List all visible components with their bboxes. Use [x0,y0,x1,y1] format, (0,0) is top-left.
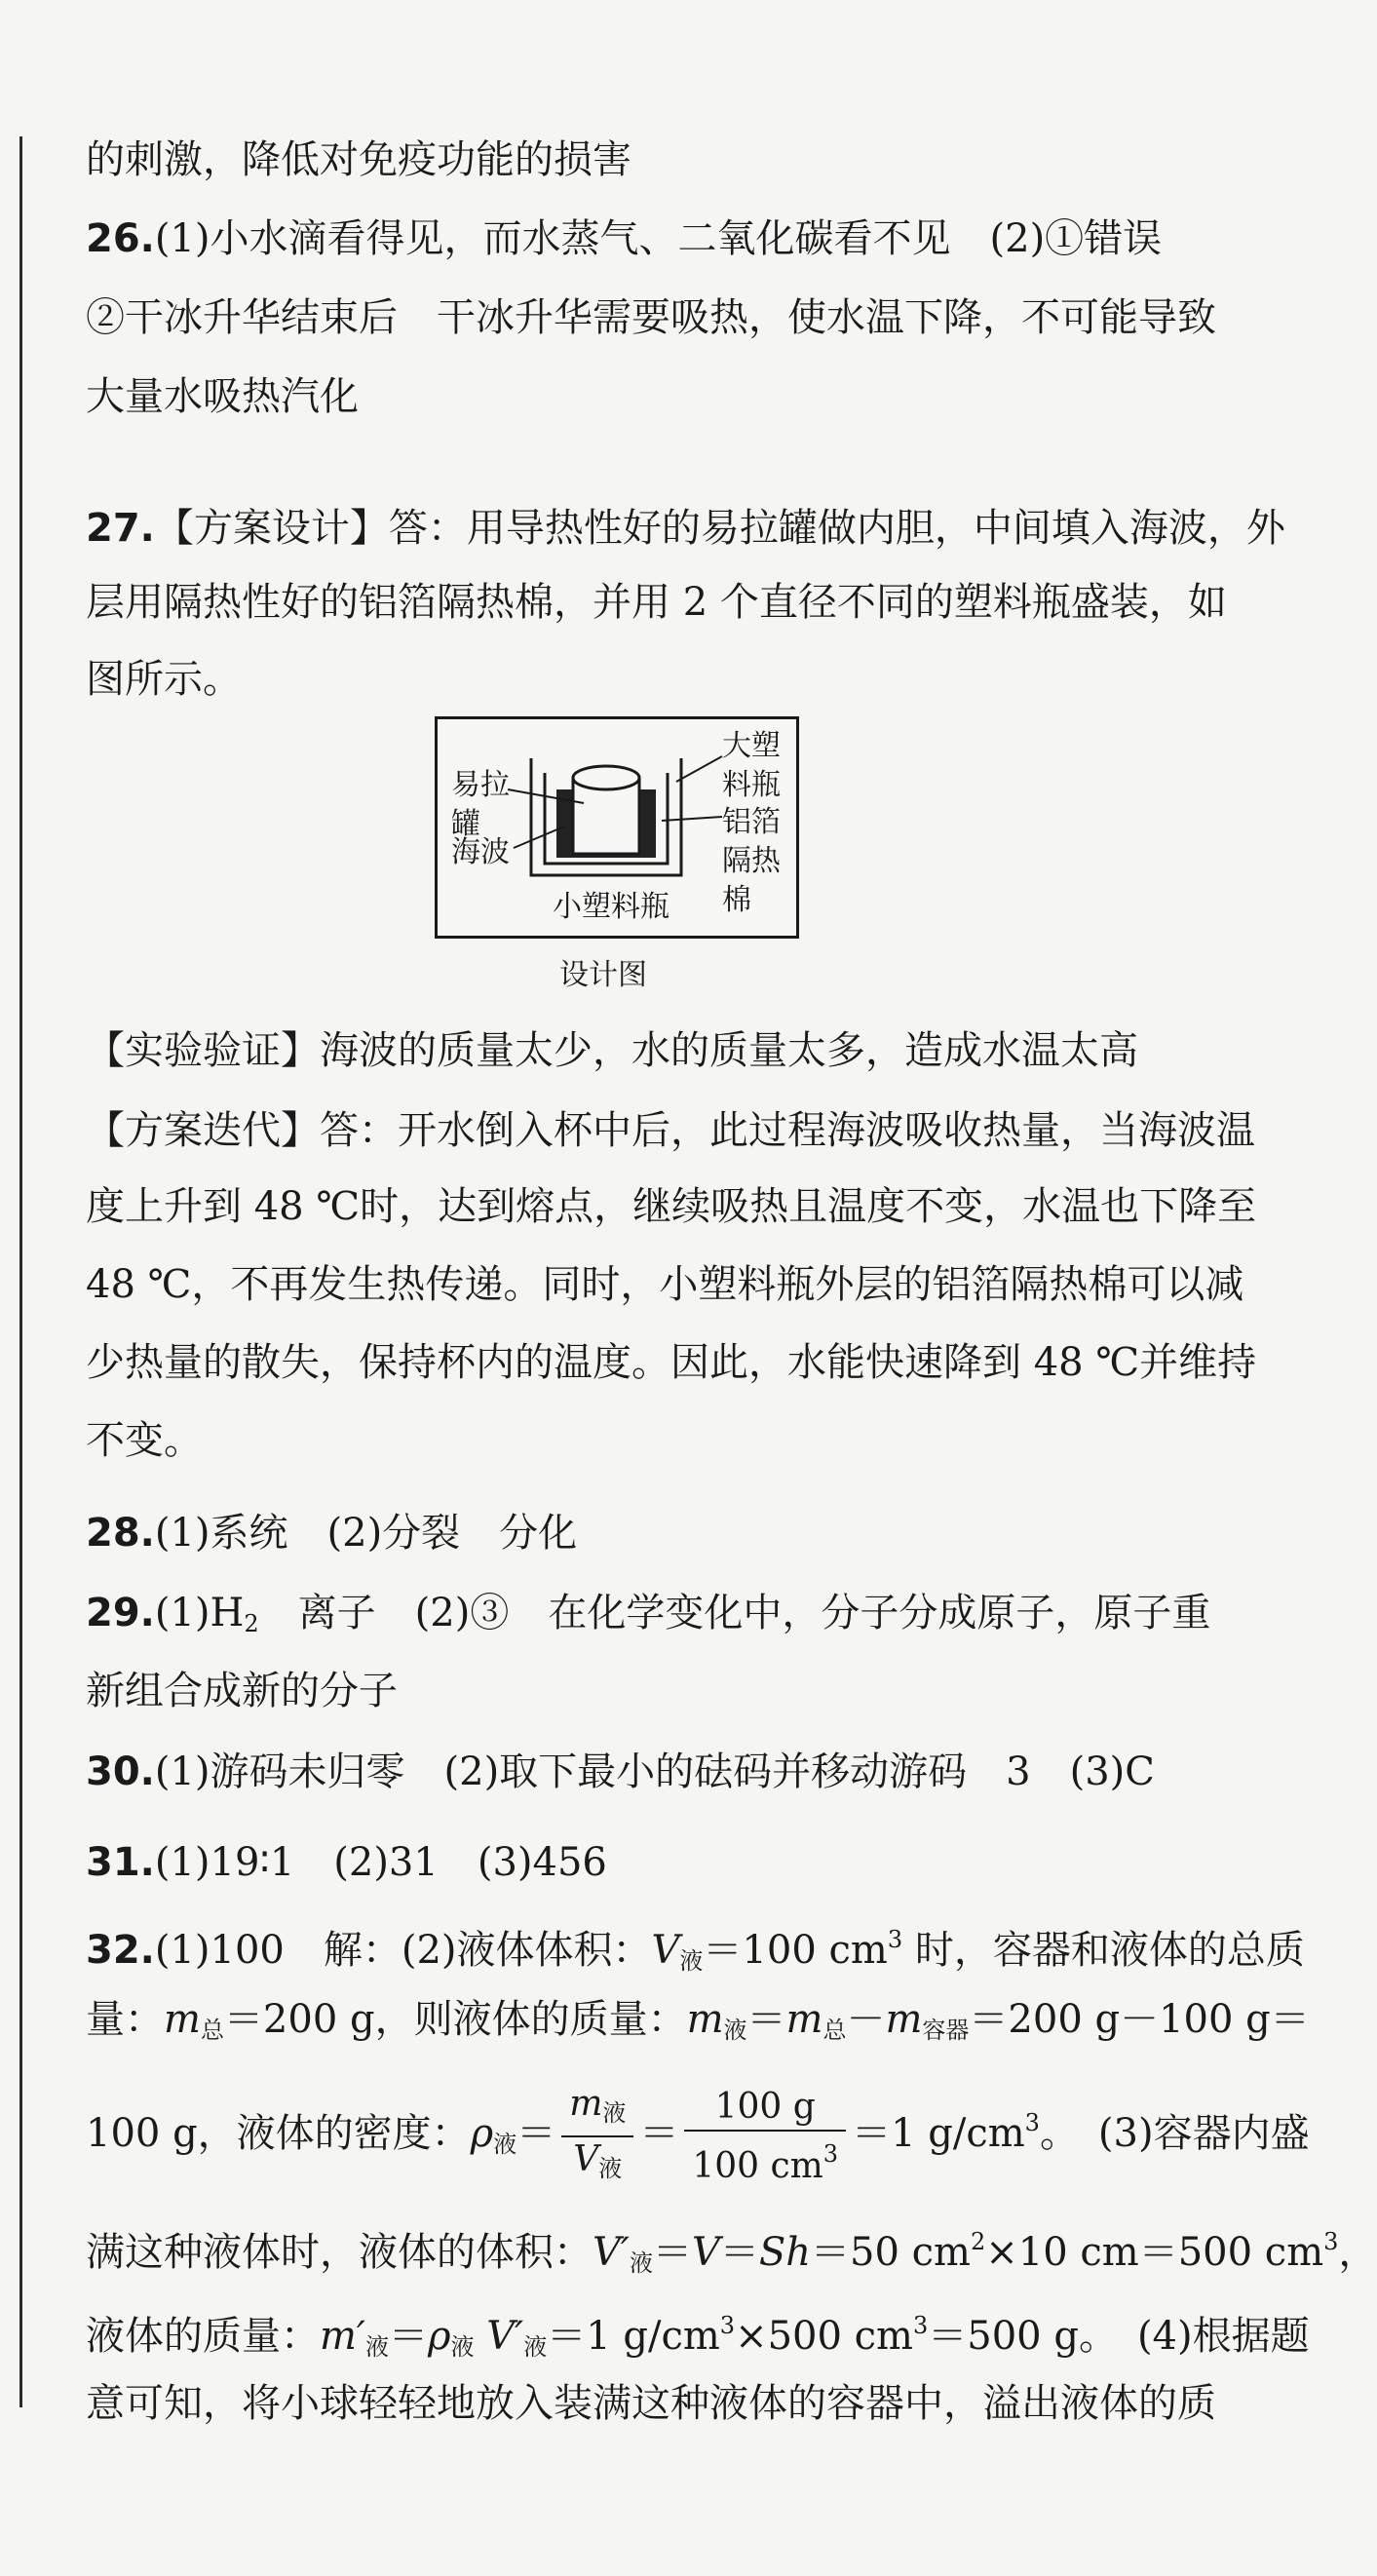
iteration-line-2: 度上升到 48 ℃时，达到熔点，继续吸热且温度不变，水温也下降至 [86,1184,1257,1229]
question-27-line-1: 27.【方案设计】答：用导热性好的易拉罐做内胆，中间填入海波，外 [86,506,1285,551]
question-number: 29. [86,1591,155,1635]
question-32-line-1: 32.(1)100 解：(2)液体体积：$V_液=100$ $cm^3$ 时，容器和液体的总质 [86,1926,1305,1975]
question-27-line-3: 图所示。 [86,657,242,702]
experiment-verify: 【实验验证】海波的质量太少，水的质量太多，造成水温太高 [86,1028,1138,1073]
question-29-line-1: $29.(1)H_2$ 离子 (2)③ 在化学变化中，分子分成原子，原子重 [86,1591,1211,1637]
question-number: 32. [86,1928,155,1973]
question-32-line-6: 意可知，将小球轻轻地放入装满这种液体的容器中，溢出液体的质 [86,2381,1216,2426]
question-number: 27. [86,506,155,551]
question-number: 26. [86,216,155,261]
label-hypo: 海波 [451,835,510,869]
label-can: 易拉罐 [451,768,510,841]
question-30: 30.(1)游码未归零 (2)取下最小的砝码并移动游码 3 (3)C [86,1749,1155,1794]
design-figure [435,716,799,939]
fraction-m-over-v: $\frac{m_液}{V_液}$ [561,2082,633,2191]
figure-caption: 设计图 [559,958,647,992]
question-32-line-4: 满这种液体时，液体的体积：$V'_液=V=Sh=50$ $cm^2\times 10$ cm＝500 $cm^3$， [86,2228,1377,2277]
question-29-line-2: 新组合成新的分子 [86,1669,398,1713]
iteration-line-5: 不变。 [86,1418,203,1463]
iteration-line-3: 48 ℃，不再发生热传递。同时，小塑料瓶外层的铝箔隔热棉可以减 [86,1262,1244,1307]
label-small-bottle: 小塑料瓶 [553,890,669,924]
question-32-line-5: 液体的质量：$m'_液=\rho_液$ $V'_液=1$ $g/cm^3\times 500$ $cm^3=500$ g。 (4)根据题 [86,2312,1310,2361]
question-number: 28. [86,1511,155,1556]
question-27-line-2: 层用隔热性好的铝箔隔热棉，并用 2 个直径不同的塑料瓶盛装，如 [86,580,1227,625]
iteration-line-4: 少热量的散失，保持杯内的温度。因此，水能快速降到 48 ℃并维持 [86,1340,1257,1385]
iteration-line-1: 【方案迭代】答：开水倒入杯中后，此过程海波吸收热量，当海波温 [86,1108,1255,1153]
question-32-line-3: 100 g，液体的密度：$\rho_液=$ $\frac{m_液}{V_液}$ ＝ $\frac{100 g}{100 cm^3}$ ＝1 $g/cm^3$。 (3)容器内盛 [86,2082,1310,2191]
question-number: 30. [86,1749,155,1794]
fraction-values: $\frac{100 g}{100 cm^3}$ [684,2085,846,2189]
text-line: 的刺激，降低对免疫功能的损害 [86,137,631,182]
question-32-line-2: 量：$m_总=200$ g，则液体的质量：$m_液=m_总-m_{容器}=200$ g－100 g＝ [86,1997,1310,2044]
question-number: 31. [86,1840,155,1885]
margin-rule [19,136,22,2407]
label-big-bottle: 大塑料瓶 [722,729,781,802]
question-26-line-2: ②干冰升华结束后 干冰升华需要吸热，使水温下降，不可能导致 [86,295,1216,340]
question-28: 28.(1)系统 (2)分裂 分化 [86,1511,578,1556]
question-31: 31.(1)19∶1 (2)31 (3)456 [86,1840,607,1885]
question-26-line-1: 26.(1)小水滴看得见，而水蒸气、二氧化碳看不见 (2)①错误 [86,216,1163,261]
question-26-line-3: 大量水吸热汽化 [86,374,359,419]
label-foil: 铝箔隔热棉 [722,805,781,917]
